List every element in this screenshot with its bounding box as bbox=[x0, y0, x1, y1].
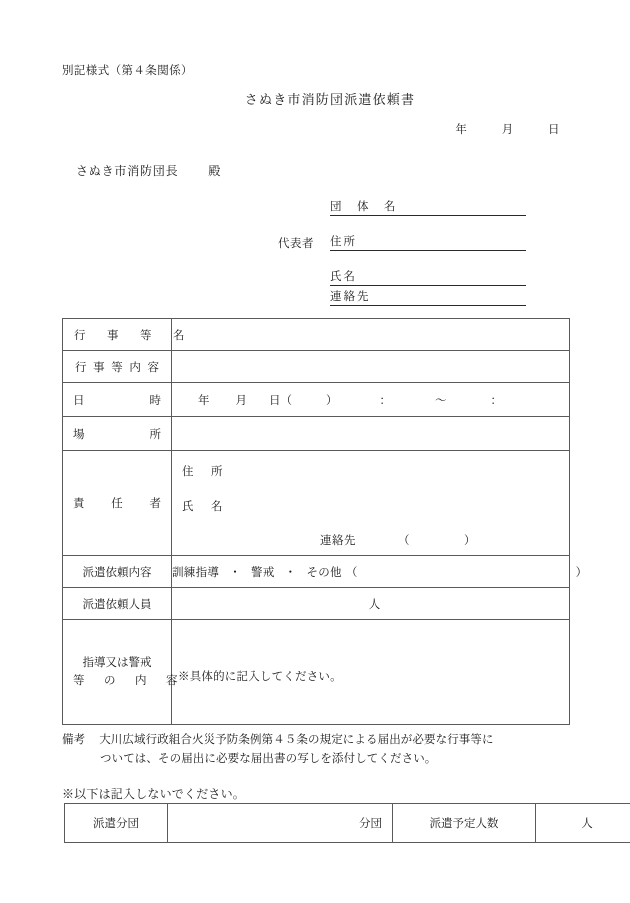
label-event-content: 行 事 等 内 容 bbox=[63, 351, 172, 383]
label-datetime-char-2: 時 bbox=[149, 392, 161, 407]
form-code: 別記様式（第４条関係） bbox=[62, 63, 193, 77]
address-label: 住所 bbox=[330, 233, 357, 251]
label-personnel: 派遣依頼人員 bbox=[63, 588, 172, 620]
addressee-honorific: 殿 bbox=[208, 164, 222, 178]
responsible-name-label: 氏 名 bbox=[182, 499, 226, 513]
addressee bbox=[76, 162, 221, 179]
value-planned-headcount[interactable]: 人 bbox=[536, 804, 630, 843]
label-datetime-char-1: 日 bbox=[73, 392, 85, 407]
name-input-rule[interactable] bbox=[357, 272, 526, 286]
table-row-responsible bbox=[63, 451, 570, 556]
responsible-contact bbox=[320, 532, 476, 548]
label-datetime bbox=[63, 383, 172, 417]
date-line bbox=[455, 121, 560, 137]
dispatch-option-guard[interactable]: 警戒 bbox=[251, 564, 275, 579]
datetime-weekday-close: ） bbox=[326, 392, 338, 407]
responsible-address-label: 住 所 bbox=[182, 464, 226, 478]
date-year: 年 bbox=[455, 122, 468, 136]
representative-address-row bbox=[278, 233, 526, 251]
value-place[interactable] bbox=[172, 417, 570, 451]
remarks-heading-text: 備考 bbox=[62, 732, 86, 746]
dispatch-option-other[interactable]: その他 bbox=[306, 564, 342, 579]
datetime-month: 月 bbox=[235, 392, 247, 407]
label-responsible-char-2: 任 bbox=[111, 496, 123, 510]
value-personnel[interactable] bbox=[172, 588, 570, 620]
organization-label: 団 体 名 bbox=[330, 198, 398, 216]
value-dispatch-unit[interactable]: 分団 bbox=[168, 804, 393, 843]
table-row-event-content bbox=[63, 351, 570, 383]
addressee-name: さぬき市消防団長 bbox=[76, 164, 179, 178]
dispatch-paren-open: （ bbox=[345, 564, 358, 579]
contact-label: 連絡先 bbox=[330, 288, 371, 306]
label-place bbox=[63, 417, 172, 451]
date-month: 月 bbox=[501, 122, 514, 136]
personnel-unit: 人 bbox=[368, 596, 381, 611]
office-use-table bbox=[64, 803, 630, 843]
table-row-guidance-content bbox=[63, 620, 570, 725]
label-planned-headcount: 派遣予定人数 bbox=[393, 804, 536, 843]
dispatch-option-training[interactable]: 訓練指導 bbox=[172, 564, 220, 579]
representative-contact-row bbox=[278, 288, 526, 306]
value-guidance-content[interactable] bbox=[172, 620, 570, 725]
dispatch-paren-close: ） bbox=[575, 564, 588, 579]
table-row-personnel bbox=[63, 588, 570, 620]
datetime-year: 年 bbox=[198, 392, 210, 407]
representative-name-row bbox=[278, 268, 526, 286]
value-dispatch-content[interactable] bbox=[172, 556, 588, 588]
responsible-contact-label: 連絡先 bbox=[320, 533, 356, 547]
label-guidance-content bbox=[63, 620, 182, 725]
responsible-contact-paren bbox=[398, 532, 476, 548]
datetime-time-end: ： bbox=[490, 392, 502, 407]
value-datetime[interactable] bbox=[172, 383, 570, 417]
representative-label: 代表者 bbox=[278, 236, 314, 250]
page-title: さぬき市消防団派遣依頼書 bbox=[244, 93, 416, 108]
remarks-line-1: 大川広域行政組合火災予防条例第４５条の規定による届出が必要な行事等に bbox=[99, 732, 494, 746]
dispatch-options bbox=[172, 565, 587, 579]
responsible-fields bbox=[172, 451, 569, 555]
label-place-text bbox=[69, 426, 165, 442]
label-dispatch-unit: 派遣分団 bbox=[65, 804, 168, 843]
label-place-char-1: 場 bbox=[73, 426, 85, 441]
table-row-dispatch-content bbox=[63, 556, 570, 588]
label-guidance-line-1: 指導又は警戒 bbox=[82, 655, 152, 670]
value-responsible[interactable] bbox=[172, 451, 570, 556]
label-responsible-text bbox=[69, 495, 165, 511]
datetime-tilde: ～ bbox=[435, 392, 447, 407]
datetime-inline bbox=[172, 393, 502, 407]
label-event-name: 行 事 等 名 bbox=[63, 319, 172, 351]
label-place-char-2: 所 bbox=[149, 426, 161, 441]
guidance-note: ※具体的に記入してください。 bbox=[178, 668, 342, 683]
datetime-day: 日 bbox=[269, 392, 281, 407]
datetime-time-start: ： bbox=[379, 392, 391, 407]
office-use-note: ※以下は記入しないでください。 bbox=[62, 787, 246, 801]
office-table-row bbox=[65, 804, 630, 843]
datetime-weekday-open: （ bbox=[280, 392, 292, 407]
responsible-paren-close: ） bbox=[464, 533, 476, 547]
responsible-paren-open: （ bbox=[398, 533, 410, 547]
label-guidance-line-2: 等 の 内 容 bbox=[73, 673, 182, 687]
applicant-signature-block bbox=[278, 198, 526, 306]
table-row-datetime bbox=[63, 383, 570, 417]
address-input-rule[interactable] bbox=[357, 237, 526, 251]
value-event-name[interactable] bbox=[172, 319, 570, 351]
table-row-event-name bbox=[63, 319, 570, 351]
label-dispatch-content: 派遣依頼内容 bbox=[63, 556, 172, 588]
name-label: 氏名 bbox=[330, 268, 357, 286]
label-responsible-char-3: 者 bbox=[149, 496, 161, 510]
remarks-block bbox=[62, 730, 574, 767]
remarks-heading bbox=[62, 730, 99, 749]
table-row-place bbox=[63, 417, 570, 451]
label-responsible bbox=[63, 451, 172, 556]
request-details-table bbox=[62, 318, 588, 725]
value-event-content[interactable] bbox=[172, 351, 570, 383]
organization-row bbox=[278, 198, 526, 216]
contact-input-rule[interactable] bbox=[371, 292, 527, 306]
date-day: 日 bbox=[548, 122, 560, 136]
label-responsible-char-1: 責 bbox=[73, 496, 85, 510]
dispatch-separator-2: ・ bbox=[284, 564, 297, 579]
remarks-line-2: ついては、その届出に必要な届出書の写しを添付してください。 bbox=[100, 750, 437, 765]
dispatch-separator-1: ・ bbox=[229, 564, 242, 579]
organization-input-rule[interactable] bbox=[398, 202, 527, 216]
label-datetime-text bbox=[69, 392, 165, 408]
